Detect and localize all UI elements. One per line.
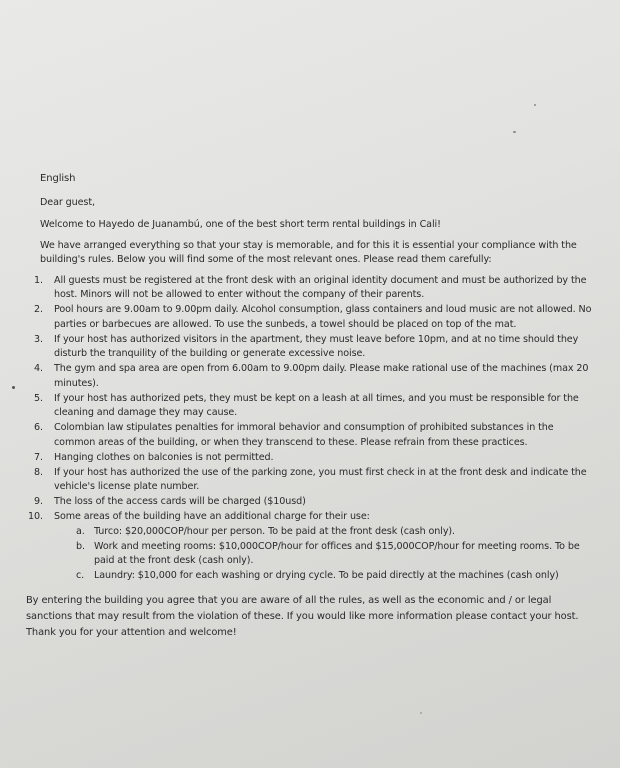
rule-number: 2. xyxy=(34,304,43,315)
paper-speck xyxy=(534,104,536,106)
charge-item xyxy=(76,569,594,584)
rule-item xyxy=(26,510,594,525)
rules-list xyxy=(26,274,594,525)
rule-item xyxy=(26,392,594,421)
charge-text: Laundry: $10,000 for each washing or drying cycle. To be paid directly at the machines (cash only) xyxy=(94,569,559,581)
intro-paragraph: We have arranged everything so that your stay is memorable, and for this it is essential your compliance with the building's rules. Below you will find some of the most relevant ones. Please read them carefully: xyxy=(40,239,577,265)
charge-text: Work and meeting rooms: $10,000COP/hour for offices and $15,000COP/hour for meeting rooms. To be paid at the front desk (cash only). xyxy=(94,540,580,566)
rule-number: 1. xyxy=(34,274,43,286)
rule-number: 8. xyxy=(34,466,43,478)
paper-speck xyxy=(420,712,422,714)
charge-letter: a. xyxy=(76,526,85,537)
charge-item xyxy=(76,540,594,569)
rule-number: 6. xyxy=(34,422,43,433)
welcome-line: Welcome to Hayedo de Juanambú, one of the best short term rental buildings in Cali! xyxy=(40,219,441,230)
language-heading: English xyxy=(40,173,76,184)
rule-item xyxy=(26,421,594,450)
rule-item xyxy=(26,333,594,362)
rule-text: Colombian law stipulates penalties for immoral behavior and consumption of prohibited substances in the common areas of the building, or when they transcend to these. Please refrain from these practices. xyxy=(54,422,554,448)
rule-text: The loss of the access cards will be charged ($10usd) xyxy=(54,496,306,507)
rule-number: 5. xyxy=(34,392,43,404)
charges-list xyxy=(76,525,594,583)
letter-body xyxy=(26,172,594,641)
charge-letter: c. xyxy=(76,569,85,581)
rule-number: 9. xyxy=(34,496,43,507)
rule-item xyxy=(26,362,594,391)
greeting: Dear guest, xyxy=(40,196,95,208)
rule-text: All guests must be registered at the front desk with an original identity document and must be authorized by the host. Minors will not be allowed to enter without the company of their parents. xyxy=(54,274,587,300)
rule-item xyxy=(26,303,594,332)
rule-text: The gym and spa area are open from 6.00am to 9.00pm daily. Please make rational use of the machines (max 20 minutes). xyxy=(54,363,589,389)
paper-speck xyxy=(513,131,516,133)
charge-item xyxy=(76,525,594,540)
rule-item xyxy=(26,451,594,466)
rule-text: Hanging clothes on balconies is not permitted. xyxy=(54,451,274,463)
rule-text: If your host has authorized the use of the parking zone, you must first check in at the front desk and indicate the vehicle's license plate number. xyxy=(54,466,587,492)
rule-item xyxy=(26,495,594,510)
rule-item xyxy=(26,466,594,495)
rule-number: 4. xyxy=(34,363,43,374)
rule-item xyxy=(26,274,594,303)
rule-number: 3. xyxy=(34,333,43,345)
rule-number: 10. xyxy=(28,511,43,522)
rule-text: If your host has authorized pets, they must be kept on a leash at all times, and you must be responsible for the cleaning and damage they may cause. xyxy=(54,392,579,418)
margin-mark xyxy=(12,386,15,389)
charge-text: Turco: $20,000COP/hour per person. To be paid at the front desk (cash only). xyxy=(94,526,456,537)
rule-number: 7. xyxy=(34,451,43,463)
rule-text: Pool hours are 9.00am to 9.00pm daily. Alcohol consumption, glass containers and loud music are not allowed. No parties or barbecues are allowed. To use the sunbeds, a towel should be placed on top of the mat. xyxy=(54,304,592,330)
closing-paragraph: By entering the building you agree that you are aware of all the rules, as well as the economic and / or legal sanctions that may result from the violation of these. If you would like more information please contact your host. Thank you for your attention and welcome! xyxy=(26,595,579,638)
rule-text: Some areas of the building have an additional charge for their use: xyxy=(54,511,370,522)
charge-letter: b. xyxy=(76,540,85,552)
rule-text: If your host has authorized visitors in the apartment, they must leave before 10pm, and at no time should they disturb the tranquility of the building or generate excessive noise. xyxy=(54,333,579,359)
